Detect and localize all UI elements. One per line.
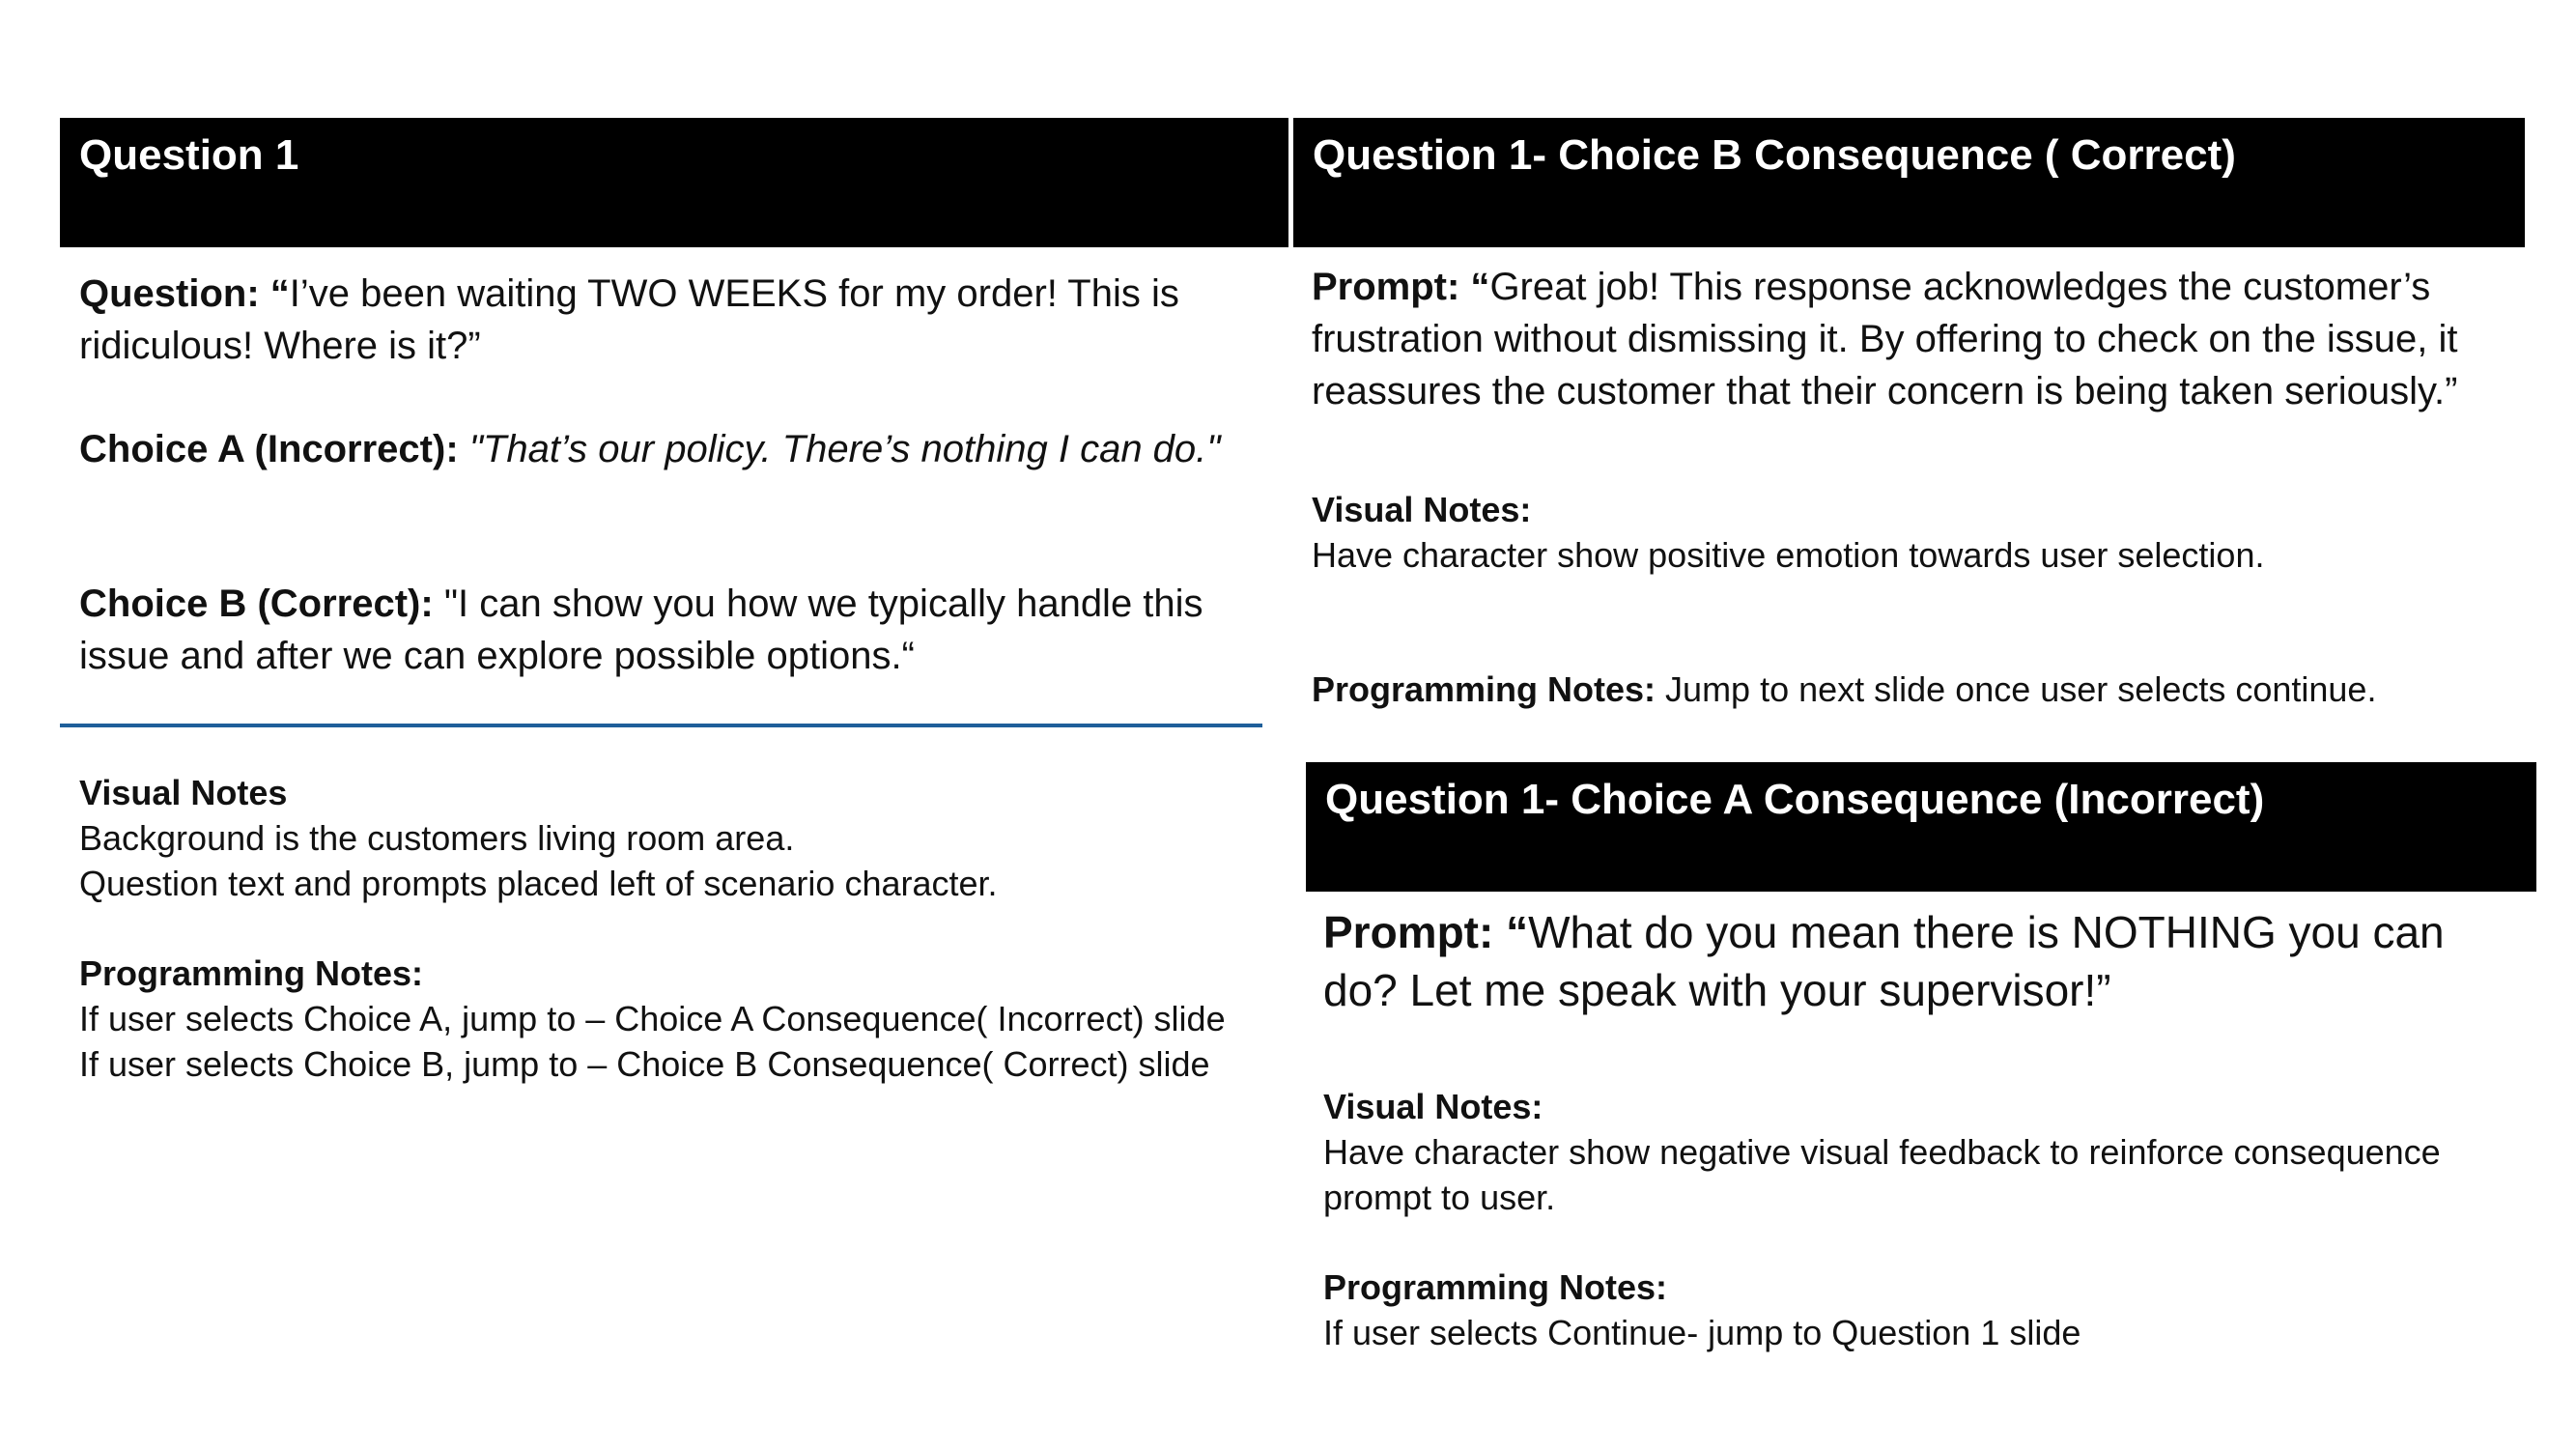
left-programming-notes <box>79 951 1238 1087</box>
choice-a-programming-notes <box>1323 1264 2521 1355</box>
choice-b-block <box>79 578 1238 682</box>
question-open-quote: “ <box>269 272 290 315</box>
choice-a-programming-notes-text: If user selects Continue- jump to Question 1 slide <box>1323 1313 2081 1352</box>
choice-b-paragraph <box>79 578 1238 682</box>
choice-b-prompt-text: Great job! This response acknowledges the customer’s frustration without dismissing it. By offering to check on the issue, it reassures the customer that their concern is being taken seriously.” <box>1312 266 2458 412</box>
choice-b-text: "I can show you how we typically handle this issue and after we can explore possible options.“ <box>79 582 1203 677</box>
left-visual-notes-label: Visual Notes <box>79 773 288 812</box>
choice-b-programming-notes <box>1312 667 2509 712</box>
question-paragraph <box>79 268 1238 372</box>
question-text: I’ve been waiting TWO WEEKS for my order! This is ridiculous! Where is it?” <box>79 272 1179 367</box>
left-visual-notes-line: Question text and prompts placed left of scenario character. <box>79 864 998 903</box>
question-1-header-title: Question 1 <box>79 131 299 179</box>
choice-b-visual-notes-label: Visual Notes: <box>1312 490 1532 529</box>
choice-a-visual-notes <box>1323 1084 2521 1220</box>
left-programming-notes-line: If user selects Choice A, jump to – Choice A Consequence( Incorrect) slide <box>79 999 1226 1038</box>
choice-b-programming-notes-label: Programming Notes: <box>1312 669 1656 709</box>
left-programming-notes-line: If user selects Choice B, jump to – Choice B Consequence( Correct) slide <box>79 1044 1210 1084</box>
left-visual-notes-line: Background is the customers living room area. <box>79 818 795 858</box>
choice-b-visual-notes-text: Have character show positive emotion towards user selection. <box>1312 535 2265 575</box>
choice-a-consequence-header-title: Question 1- Choice A Consequence (Incorrect) <box>1325 776 2265 823</box>
choice-b-prompt-paragraph <box>1312 261 2509 417</box>
choice-b-programming-notes-text: Jump to next slide once user selects continue. <box>1656 669 2377 709</box>
choice-a-prompt-text: What do you mean there is NOTHING you can do? Let me speak with your supervisor!” <box>1323 907 2445 1015</box>
choice-a-label: Choice A (Incorrect): <box>79 428 459 470</box>
choice-b-programming-notes-paragraph <box>1312 667 2509 712</box>
choice-a-prompt-paragraph <box>1323 903 2521 1019</box>
question-label: Question: <box>79 272 260 315</box>
choice-b-prompt-label: Prompt: “ <box>1312 266 1490 308</box>
choice-b-label: Choice B (Correct): <box>79 582 434 625</box>
choice-a-block <box>79 423 1238 475</box>
choice-a-paragraph <box>79 423 1238 475</box>
choice-b-visual-notes <box>1312 487 2509 578</box>
choice-a-consequence-header <box>1306 762 2536 892</box>
choice-a-prompt-label: Prompt: “ <box>1323 907 1529 957</box>
choice-a-prompt-block <box>1323 903 2521 1019</box>
choice-a-visual-notes-text: Have character show negative visual feedback to reinforce consequence prompt to user. <box>1323 1132 2441 1217</box>
choice-b-consequence-header <box>1293 118 2525 247</box>
left-programming-notes-label: Programming Notes: <box>79 953 424 993</box>
left-visual-notes <box>79 770 1238 906</box>
choice-b-consequence-header-title: Question 1- Choice B Consequence ( Correct) <box>1313 131 2236 179</box>
choice-a-programming-notes-label: Programming Notes: <box>1323 1267 1668 1307</box>
choice-a-visual-notes-label: Visual Notes: <box>1323 1087 1543 1126</box>
question-1-header <box>60 118 1288 247</box>
question-block <box>79 268 1238 372</box>
choice-a-text: "That’s our policy. There’s nothing I can do." <box>468 428 1221 470</box>
choice-b-prompt-block <box>1312 261 2509 417</box>
header-separator <box>1288 118 1292 247</box>
section-divider <box>60 724 1262 727</box>
